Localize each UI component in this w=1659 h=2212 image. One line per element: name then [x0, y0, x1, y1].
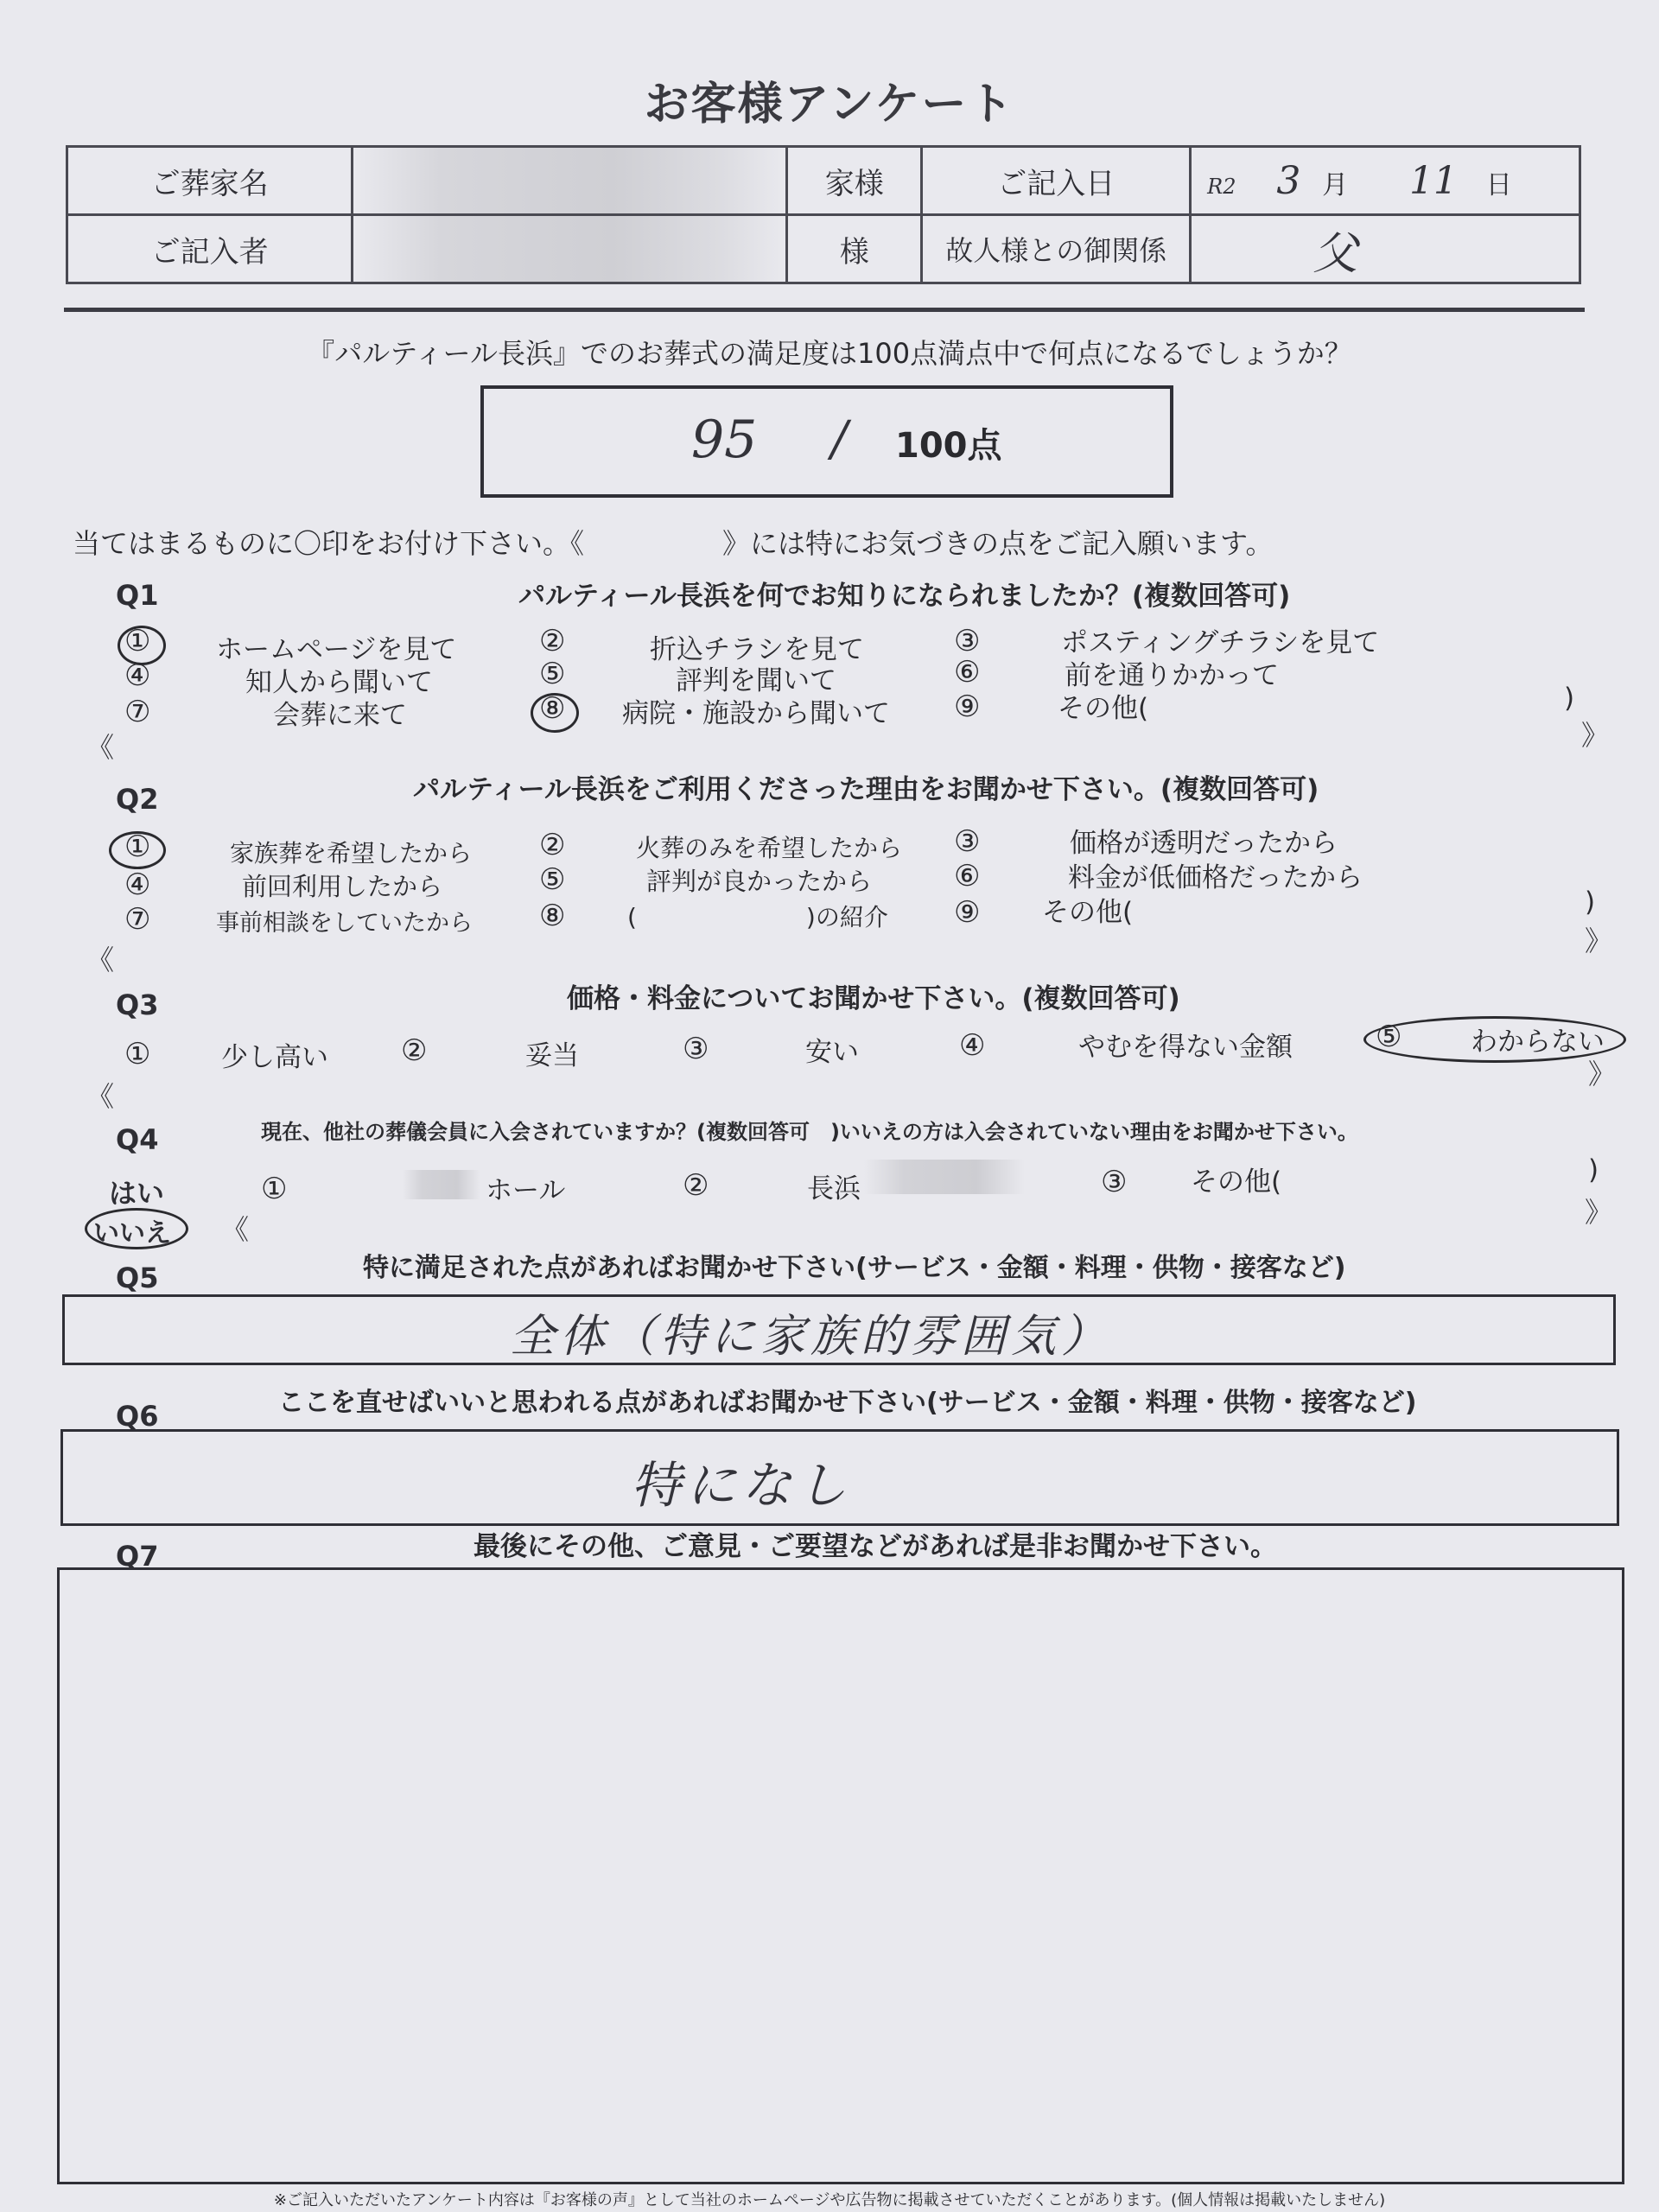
q1-option-7-number[interactable]: ⑦: [124, 695, 151, 729]
date-label: ご記入日: [922, 147, 1191, 215]
q1-option-3-number[interactable]: ③: [954, 624, 981, 658]
q4-option-3-number[interactable]: ③: [1101, 1165, 1128, 1199]
q2-option-4-text: 前回利用したから: [242, 872, 443, 901]
q1-option-8-text: 病院・施設から聞いて: [622, 698, 890, 729]
q6-question: ここを直せばいいと思われる点があればお聞かせ下さい(サービス・金額・料理・供物・接客など): [278, 1388, 1417, 1418]
q1-option-7-text: 会葬に来て: [273, 700, 407, 731]
q1-option-4-text: 知人から聞いて: [245, 667, 433, 698]
q4-option-3-text: その他(: [1191, 1166, 1282, 1198]
q2-option-3-number[interactable]: ③: [954, 824, 981, 859]
q2-close-paren: ): [1585, 887, 1596, 918]
q2-label: Q2: [116, 783, 159, 816]
q2-open-guillemet: 《: [86, 944, 115, 976]
q2-option-3-text: 価格が透明だったから: [1070, 828, 1338, 859]
section-divider: [64, 308, 1585, 312]
month-unit: 月: [1322, 169, 1349, 200]
date-era: R2: [1207, 174, 1236, 199]
writer-suffix: 様: [787, 215, 922, 283]
q3-option-4-number[interactable]: ④: [959, 1028, 986, 1063]
q2-option-4-number[interactable]: ④: [124, 868, 151, 902]
q1-option-2-text: 折込チラシを見て: [650, 634, 864, 665]
q2-option-6-number[interactable]: ⑥: [954, 859, 981, 893]
q4-option-2-redacted: [864, 1160, 1025, 1194]
q6-answer: 特になし: [631, 1456, 853, 1515]
score-max: 100点: [895, 426, 1002, 466]
q3-option-5-number[interactable]: ⑤: [1376, 1020, 1402, 1054]
q2-option-7-text: 事前相談をしていたから: [216, 910, 473, 937]
q1-option-9-text: その他(: [1058, 693, 1149, 724]
q1-option-5-text: 評判を聞いて: [676, 665, 836, 696]
q3-open-guillemet: 《: [86, 1080, 115, 1113]
footer-note: ※ご記入いただいたアンケート内容は『お客様の声』として当社のホームページや広告物に掲載させていただくことがあります。(個人情報は掲載いたしません): [273, 2191, 1386, 2209]
day-unit: 日: [1485, 169, 1512, 200]
q3-label: Q3: [116, 988, 159, 1021]
q6-label: Q6: [116, 1400, 159, 1433]
q3-option-2-number[interactable]: ②: [401, 1033, 428, 1068]
date-month: 3: [1276, 158, 1301, 203]
q2-option-9-number[interactable]: ⑨: [954, 895, 981, 930]
date-field: [1191, 147, 1580, 215]
q1-close-guillemet: 》: [1581, 719, 1610, 752]
date-day: 11: [1408, 158, 1458, 203]
q7-label: Q7: [116, 1540, 159, 1573]
q4-option-2-number[interactable]: ②: [683, 1168, 709, 1203]
q1-option-1-number[interactable]: ①: [124, 624, 151, 658]
q1-option-6-text: 前を通りかかって: [1065, 660, 1279, 691]
q1-option-3-text: ポスティングチラシを見て: [1061, 627, 1380, 658]
q2-close-guillemet: 》: [1585, 925, 1613, 957]
score-box: [480, 385, 1173, 498]
family-name-field: [353, 147, 787, 215]
relation-label: 故人様との御関係: [922, 215, 1191, 283]
q4-open-guillemet: 《: [221, 1213, 250, 1246]
q1-open-guillemet: 《: [86, 731, 115, 764]
q3-option-1-number[interactable]: ①: [124, 1037, 151, 1071]
q2-option-1-number[interactable]: ①: [124, 830, 151, 864]
q2-option-6-text: 料金が低価格だったから: [1068, 862, 1363, 893]
q4-yes[interactable]: はい: [109, 1177, 165, 1210]
family-suffix: 家様: [787, 147, 922, 215]
writer-label: ご記入者: [67, 215, 353, 283]
q1-label: Q1: [116, 579, 159, 612]
q2-option-8-number[interactable]: ⑧: [539, 899, 566, 933]
q2-option-1-text: 家族葬を希望したから: [230, 839, 473, 868]
q3-question: 価格・料金についてお聞かせ下さい。(複数回答可): [567, 983, 1180, 1014]
q3-close-guillemet: 》: [1588, 1058, 1617, 1090]
q3-option-2-text: 妥当: [525, 1040, 579, 1071]
instruction-text: 当てはまるものに〇印をお付け下さい。《 》には特にお気づきの点をご記入願います。: [73, 527, 1274, 560]
q4-option-1-redacted: [403, 1170, 480, 1199]
relation-field: [1191, 215, 1580, 283]
q7-question: 最後にその他、ご意見・ご要望などがあれば是非お聞かせ下さい。: [474, 1531, 1277, 1562]
family-name-label: ご葬家名: [67, 147, 353, 215]
score-value: 95: [691, 410, 758, 470]
q1-option-5-number[interactable]: ⑤: [539, 657, 566, 691]
q4-close-paren: ): [1588, 1154, 1599, 1185]
q2-option-5-number[interactable]: ⑤: [539, 862, 566, 897]
q1-option-4-number[interactable]: ④: [124, 658, 151, 693]
q2-question: パルティール長浜をご利用くださった理由をお聞かせ下さい。(複数回答可): [413, 774, 1319, 805]
q3-option-5-text: わからない: [1471, 1027, 1605, 1058]
q4-no[interactable]: いいえ: [93, 1218, 171, 1249]
q2-option-9-text: その他(: [1042, 897, 1134, 928]
q2-option-2-number[interactable]: ②: [539, 828, 566, 862]
q4-label: Q4: [116, 1123, 159, 1156]
q3-option-3-number[interactable]: ③: [683, 1032, 709, 1066]
q1-option-9-number[interactable]: ⑨: [954, 690, 981, 724]
q5-question: 特に満足された点があればお聞かせ下さい(サービス・金額・料理・供物・接客など): [363, 1253, 1346, 1283]
q1-close-paren: ): [1564, 683, 1575, 714]
q1-option-1-text: ホームページを見て: [216, 634, 457, 665]
q3-option-3-text: 安い: [805, 1037, 859, 1068]
q7-answer-box[interactable]: [57, 1567, 1624, 2184]
q3-option-1-text: 少し高い: [221, 1042, 328, 1073]
q1-question: パルティール長浜を何でお知りになられましたか？(複数回答可): [518, 581, 1291, 612]
q1-option-2-number[interactable]: ②: [539, 624, 566, 658]
q4-option-1-text: ホール: [486, 1175, 566, 1206]
q4-close-guillemet: 》: [1585, 1196, 1613, 1229]
satisfaction-question: 『パルティール長浜』でのお葬式の満足度は100点満点中で何点になるでしょうか？: [307, 337, 1352, 370]
q1-option-6-number[interactable]: ⑥: [954, 655, 981, 690]
q1-option-8-number[interactable]: ⑧: [539, 691, 566, 726]
q2-option-7-number[interactable]: ⑦: [124, 902, 151, 937]
q5-label: Q5: [116, 1262, 159, 1294]
relation-value: 父: [1313, 227, 1358, 280]
q4-question: 現在、他社の葬儀会員に入会されていますか？(複数回答可 )いいえの方は入会されていない理由をお聞かせ下さい。: [261, 1120, 1358, 1144]
q4-option-2-text: 長浜: [807, 1173, 861, 1205]
form-title: お客様アンケート: [644, 79, 1015, 130]
q5-answer: 全体（特に家族的雰囲気）: [510, 1311, 1112, 1363]
q2-option-5-text: 評判が良かったから: [646, 867, 873, 896]
q2-option-2-text: 火葬のみを希望したから: [636, 834, 903, 862]
header-table: [66, 145, 1581, 284]
q4-option-1-number[interactable]: ①: [261, 1172, 288, 1206]
q3-option-4-text: やむを得ない金額: [1078, 1032, 1293, 1063]
writer-name-field: [353, 215, 787, 283]
q2-option-8-text: ( )の紹介: [627, 903, 888, 931]
score-slash: /: [831, 411, 848, 467]
